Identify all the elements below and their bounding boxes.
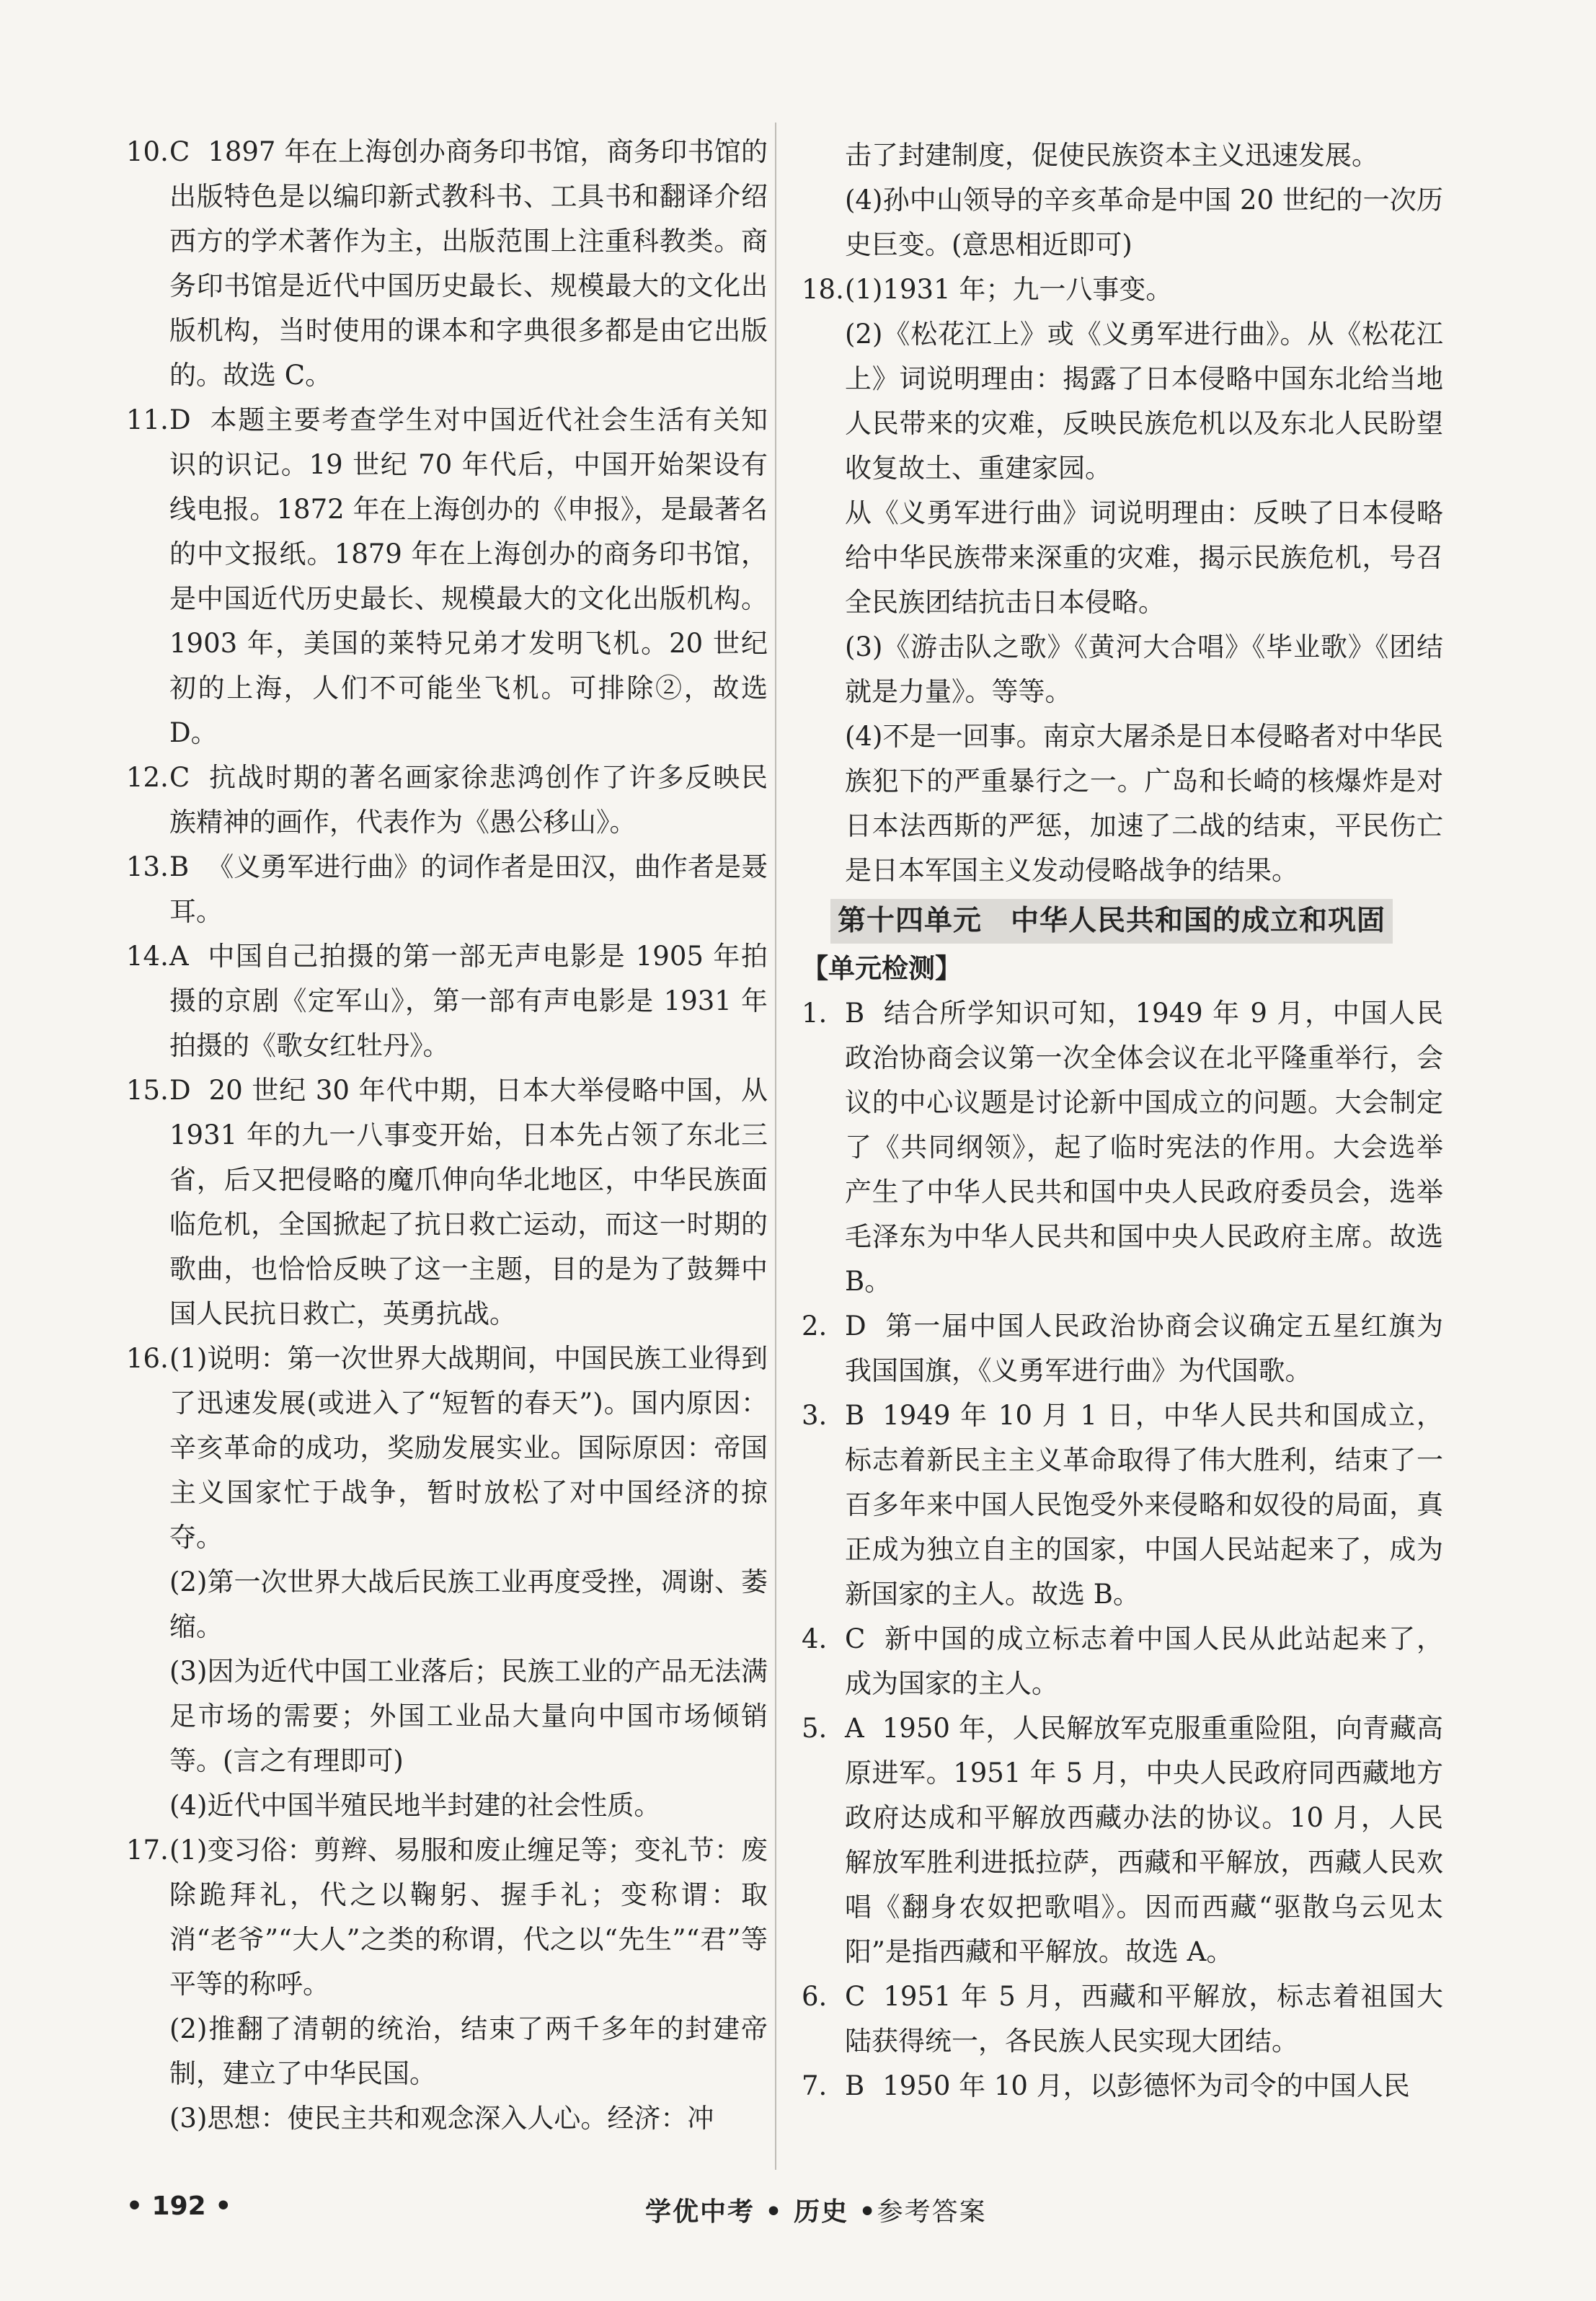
unit-title: 中华人民共和国的成立和巩固 [1011, 905, 1386, 937]
answer-paragraph: (4)近代中国半殖民地半封建的社会性质。 [169, 1790, 661, 1821]
answer-text: (1)说明：第一次世界大战期间，中国民族工业得到了迅速发展(或进入了“短暂的春天”)。国内原因：辛亥革命的成功，奖励发展实业。国际原因：帝国主义国家忙于战争，暂时放松了对中国经济的掠夺。 [169, 1343, 768, 1553]
answer-item [126, 130, 768, 398]
answer-item [802, 1304, 1443, 1393]
answer-choice: D [169, 404, 192, 435]
answer-item [802, 267, 1443, 312]
answer-text: 1949 年 10 月 1 日，中华人民共和国成立，标志着新民主主义革命取得了伟大胜利，结束了一百多年来中国人民饱受外来侵略和奴役的局面，真正成为独立自主的国家，中国人民站起来了，成为新国家的主人。故选 B。 [845, 1400, 1443, 1610]
answer-number: 10. [126, 136, 169, 167]
answer-item [126, 398, 768, 755]
page-number: • 192 • [126, 2191, 232, 2221]
answer-text: 1951 年 5 月，西藏和平解放，标志着祖国大陆获得统一，各民族人民实现大团结。 [845, 1981, 1443, 2057]
answer-number: 1. [802, 998, 828, 1029]
unit-heading [830, 899, 1393, 944]
answer-paragraph: (3)思想：使民主共和观念深入人心。经济：冲 [169, 2103, 714, 2134]
answer-choice: B [169, 851, 190, 882]
book-title [645, 2191, 987, 2228]
answer-choice: A [169, 941, 190, 972]
answer-number: 18. [802, 274, 844, 305]
answer-number: 5. [802, 1713, 828, 1744]
answer-text: 《义勇军进行曲》的词作者是田汉，曲作者是聂耳。 [169, 851, 768, 927]
answer-item [126, 755, 768, 845]
answer-paragraph: (2)《松花江上》或《义勇军进行曲》。从《松花江上》词说明理由：揭露了日本侵略中国东北给当地人民带来的灾难，反映民族危机以及东北人民盼望收复故土、重建家园。 [845, 319, 1443, 484]
answers-label: 参考答案 [877, 2197, 987, 2227]
answer-item [126, 845, 768, 934]
right-column [802, 133, 1443, 2109]
page-footer [126, 2191, 1489, 2235]
answer-text: 第一届中国人民政治协商会议确定五星红旗为我国国旗，《义勇军进行曲》为代国歌。 [845, 1311, 1443, 1386]
answer-choice: D [845, 1311, 867, 1342]
answer-number: 3. [802, 1400, 828, 1431]
answer-number: 6. [802, 1981, 828, 2012]
answer-number: 4. [802, 1623, 828, 1654]
column-divider [775, 123, 776, 2170]
answer-choice: B [845, 1400, 866, 1431]
answer-choice: C [169, 136, 191, 167]
answer-item [126, 934, 768, 1068]
answer-text: 1950 年，人民解放军克服重重险阻，向青藏高原进军。1951 年 5 月，中央人民政府同西藏地方政府达成和平解放西藏办法的协议。10 月，人民解放军胜利进抵拉萨，西藏和平解放，西藏人民欢唱《翻身农奴把歌唱》。因而西藏“驱散乌云见太阳”是指西藏和平解放。故选 A。 [845, 1713, 1443, 1967]
answer-text: 1897 年在上海创办商务印书馆，商务印书馆的出版特色是以编印新式教科书、工具书和翻译介绍西方的学术著作为主，出版范围上注重科教类。商务印书馆是近代中国历史最长、规模最大的文化出版机构，当时使用的课本和字典很多都是由它出版的。故选 C。 [169, 136, 768, 391]
answer-choice: B [845, 998, 866, 1029]
answer-item [126, 1828, 768, 2007]
answer-paragraph: (3)《游击队之歌》《黄河大合唱》《毕业歌》《团结就是力量》。等等。 [845, 631, 1443, 707]
answer-choice: D [169, 1075, 192, 1106]
answer-paragraph: 击了封建制度，促使民族资本主义迅速发展。 [845, 140, 1378, 171]
answer-choice: C [169, 762, 191, 793]
answer-text: 新中国的成立标志着中国人民从此站起来了，成为国家的主人。 [845, 1623, 1443, 1699]
answer-choice: A [845, 1713, 865, 1744]
answer-choice: C [845, 1623, 866, 1654]
answer-text: (1)变习俗：剪辫、易服和废止缠足等；变礼节：废除跪拜礼，代之以鞠躬、握手礼；变称谓：取消“老爷”“大人”之类的称谓，代之以“先生”“君”等平等的称呼。 [169, 1835, 768, 2000]
answer-paragraph: (2)第一次世界大战后民族工业再度受挫，凋谢、萎缩。 [169, 1566, 768, 1642]
answer-number: 14. [126, 941, 169, 972]
answer-item [802, 991, 1443, 1304]
book-name: 学优中考 • 历史 • [645, 2197, 877, 2227]
answer-paragraph: (4)不是一回事。南京大屠杀是日本侵略者对中华民族犯下的严重暴行之一。广岛和长崎的核爆炸是对日本法西斯的严惩，加速了二战的结束，平民伤亡是日本军国主义发动侵略战争的结果。 [845, 721, 1443, 886]
left-column [126, 130, 768, 2141]
answer-text: 20 世纪 30 年代中期，日本大举侵略中国，从 1931 年的九一八事变开始，日本先占领了东北三省，后又把侵略的魔爪伸向华北地区，中华民族面临危机，全国掀起了抗日救亡运动，而这一时期的歌曲，也恰恰反映了这一主题，目的是为了鼓舞中国人民抗日救亡，英勇抗战。 [169, 1075, 768, 1329]
answer-text: (1)1931 年；九一八事变。 [845, 274, 1173, 305]
answer-item [802, 1617, 1443, 1706]
answer-text: 结合所学知识可知，1949 年 9 月，中国人民政治协商会议第一次全体会议在北平隆重举行，会议的中心议题是讨论新中国成立的问题。大会制定了《共同纲领》，起了临时宪法的作用。大会选举产生了中华人民共和国中央人民政府委员会，选举毛泽东为中华人民共和国中央人民政府主席。故选 B。 [845, 998, 1443, 1297]
answer-number: 17. [126, 1835, 169, 1866]
answer-item [802, 1706, 1443, 1974]
answer-item [802, 1974, 1443, 2064]
answer-item [126, 1336, 768, 1560]
unit-number: 第十四单元 [838, 905, 983, 937]
answer-item [126, 1068, 768, 1336]
answer-choice: C [845, 1981, 866, 2012]
answer-number: 7. [802, 2070, 828, 2101]
answer-choice: B [845, 2070, 866, 2101]
answer-paragraph: (4)孙中山领导的辛亥革命是中国 20 世纪的一次历史巨变。(意思相近即可) [845, 185, 1443, 260]
section-tag: 【单元检测】 [802, 953, 962, 984]
answer-number: 12. [126, 762, 169, 793]
answer-number: 15. [126, 1075, 169, 1106]
answer-text: 本题主要考查学生对中国近代社会生活有关知识的识记。19 世纪 70 年代后，中国开始架设有线电报。1872 年在上海创办的《申报》，是最著名的中文报纸。1879 年在上海创办的商务印书馆，是中国近代历史最长、规模最大的文化出版机构。1903 年，美国的莱特兄弟才发明飞机。20 世纪初的上海，人们不可能坐飞机。可排除②，故选 D。 [169, 404, 768, 748]
answer-item [802, 1393, 1443, 1617]
answer-paragraph: (3)因为近代中国工业落后；民族工业的产品无法满足市场的需要；外国工业品大量向中国市场倾销等。(言之有理即可) [169, 1656, 768, 1776]
answer-number: 2. [802, 1311, 828, 1342]
answer-text: 抗战时期的著名画家徐悲鸿创作了许多反映民族精神的画作，代表作为《愚公移山》。 [169, 762, 768, 838]
answer-paragraph: (2)推翻了清朝的统治，结束了两千多年的封建帝制，建立了中华民国。 [169, 2013, 768, 2089]
answer-number: 16. [126, 1343, 169, 1374]
answer-text: 中国自己拍摄的第一部无声电影是 1905 年拍摄的京剧《定军山》，第一部有声电影是 1931 年拍摄的《歌女红牡丹》。 [169, 941, 768, 1061]
answer-item [802, 2064, 1443, 2109]
answer-paragraph: 从《义勇军进行曲》词说明理由：反映了日本侵略给中华民族带来深重的灾难，揭示民族危机，号召全民族团结抗击日本侵略。 [845, 497, 1443, 618]
answer-text: 1950 年 10 月，以彭德怀为司令的中国人民 [882, 2070, 1410, 2101]
answer-number: 11. [126, 404, 169, 435]
answer-number: 13. [126, 851, 169, 882]
